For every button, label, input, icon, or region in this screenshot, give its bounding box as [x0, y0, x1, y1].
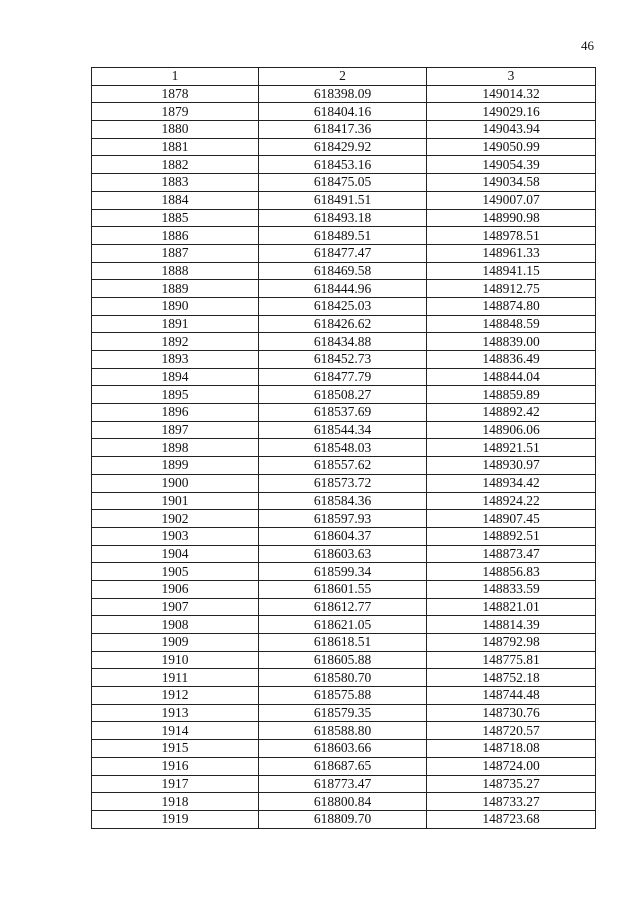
x-coordinate-cell: 618508.27	[259, 386, 427, 404]
point-number-cell: 1887	[92, 244, 259, 262]
y-coordinate-cell: 148873.47	[427, 545, 596, 563]
y-coordinate-cell: 148833.59	[427, 580, 596, 598]
point-number-cell: 1882	[92, 156, 259, 174]
table-row	[92, 740, 596, 758]
point-number-cell: 1890	[92, 297, 259, 315]
table-row	[92, 121, 596, 139]
page-number: 46	[581, 38, 594, 53]
x-coordinate-cell: 618469.58	[259, 262, 427, 280]
table-row	[92, 810, 596, 828]
point-number-cell: 1916	[92, 757, 259, 775]
x-coordinate-cell: 618426.62	[259, 315, 427, 333]
y-coordinate-cell: 149050.99	[427, 138, 596, 156]
y-coordinate-cell: 148874.80	[427, 297, 596, 315]
x-coordinate-cell: 618477.47	[259, 244, 427, 262]
point-number-cell: 1898	[92, 439, 259, 457]
y-coordinate-cell: 148912.75	[427, 280, 596, 298]
y-coordinate-cell: 148718.08	[427, 740, 596, 758]
table-row	[92, 510, 596, 528]
y-coordinate-cell: 148921.51	[427, 439, 596, 457]
table-row	[92, 174, 596, 192]
point-number-cell: 1903	[92, 527, 259, 545]
y-coordinate-cell: 148930.97	[427, 457, 596, 475]
table-row	[92, 227, 596, 245]
y-coordinate-cell: 148839.00	[427, 333, 596, 351]
point-number-cell: 1918	[92, 793, 259, 811]
y-coordinate-cell: 148733.27	[427, 793, 596, 811]
x-coordinate-cell: 618597.93	[259, 510, 427, 528]
x-coordinate-cell: 618453.16	[259, 156, 427, 174]
table-row	[92, 793, 596, 811]
point-number-cell: 1915	[92, 740, 259, 758]
y-coordinate-cell: 148752.18	[427, 669, 596, 687]
table-row	[92, 527, 596, 545]
x-coordinate-cell: 618475.05	[259, 174, 427, 192]
y-coordinate-cell: 148723.68	[427, 810, 596, 828]
point-number-cell: 1885	[92, 209, 259, 227]
x-coordinate-cell: 618477.79	[259, 368, 427, 386]
y-coordinate-cell: 148892.51	[427, 527, 596, 545]
x-coordinate-cell: 618491.51	[259, 191, 427, 209]
point-number-cell: 1884	[92, 191, 259, 209]
table-row	[92, 191, 596, 209]
point-number-cell: 1880	[92, 121, 259, 139]
x-coordinate-cell: 618584.36	[259, 492, 427, 510]
point-number-cell: 1888	[92, 262, 259, 280]
point-number-cell: 1889	[92, 280, 259, 298]
y-coordinate-cell: 148814.39	[427, 616, 596, 634]
x-coordinate-cell: 618612.77	[259, 598, 427, 616]
column-header-3: 3	[427, 68, 596, 86]
point-number-cell: 1893	[92, 351, 259, 369]
point-number-cell: 1879	[92, 103, 259, 121]
table-row	[92, 333, 596, 351]
point-number-cell: 1914	[92, 722, 259, 740]
x-coordinate-cell: 618573.72	[259, 474, 427, 492]
x-coordinate-cell: 618404.16	[259, 103, 427, 121]
y-coordinate-cell: 148907.45	[427, 510, 596, 528]
x-coordinate-cell: 618489.51	[259, 227, 427, 245]
point-number-cell: 1910	[92, 651, 259, 669]
x-coordinate-cell: 618800.84	[259, 793, 427, 811]
table-row	[92, 651, 596, 669]
point-number-cell: 1902	[92, 510, 259, 528]
table-row	[92, 580, 596, 598]
x-coordinate-cell: 618434.88	[259, 333, 427, 351]
table-row	[92, 315, 596, 333]
table-row	[92, 757, 596, 775]
x-coordinate-cell: 618621.05	[259, 616, 427, 634]
y-coordinate-cell: 148735.27	[427, 775, 596, 793]
table-body	[92, 85, 596, 828]
y-coordinate-cell: 148848.59	[427, 315, 596, 333]
table-row	[92, 103, 596, 121]
x-coordinate-cell: 618429.92	[259, 138, 427, 156]
table-row	[92, 669, 596, 687]
y-coordinate-cell: 148792.98	[427, 634, 596, 652]
x-coordinate-cell: 618599.34	[259, 563, 427, 581]
point-number-cell: 1917	[92, 775, 259, 793]
x-coordinate-cell: 618618.51	[259, 634, 427, 652]
point-number-cell: 1911	[92, 669, 259, 687]
y-coordinate-cell: 149029.16	[427, 103, 596, 121]
table-row	[92, 404, 596, 422]
y-coordinate-cell: 149043.94	[427, 121, 596, 139]
point-number-cell: 1886	[92, 227, 259, 245]
column-header-2: 2	[259, 68, 427, 86]
x-coordinate-cell: 618557.62	[259, 457, 427, 475]
y-coordinate-cell: 148906.06	[427, 421, 596, 439]
table-row	[92, 775, 596, 793]
point-number-cell: 1904	[92, 545, 259, 563]
y-coordinate-cell: 149034.58	[427, 174, 596, 192]
table-row	[92, 492, 596, 510]
y-coordinate-cell: 148844.04	[427, 368, 596, 386]
y-coordinate-cell: 148978.51	[427, 227, 596, 245]
point-number-cell: 1912	[92, 687, 259, 705]
x-coordinate-cell: 618603.66	[259, 740, 427, 758]
table-row	[92, 563, 596, 581]
table-row	[92, 262, 596, 280]
table-row	[92, 244, 596, 262]
point-number-cell: 1891	[92, 315, 259, 333]
x-coordinate-cell: 618604.37	[259, 527, 427, 545]
y-coordinate-cell: 149054.39	[427, 156, 596, 174]
y-coordinate-cell: 148859.89	[427, 386, 596, 404]
y-coordinate-cell: 148821.01	[427, 598, 596, 616]
x-coordinate-cell: 618687.65	[259, 757, 427, 775]
point-number-cell: 1913	[92, 704, 259, 722]
x-coordinate-cell: 618425.03	[259, 297, 427, 315]
x-coordinate-cell: 618588.80	[259, 722, 427, 740]
x-coordinate-cell: 618544.34	[259, 421, 427, 439]
table-row	[92, 280, 596, 298]
table-header-row	[92, 68, 596, 86]
point-number-cell: 1897	[92, 421, 259, 439]
table-row	[92, 704, 596, 722]
point-number-cell: 1919	[92, 810, 259, 828]
table-row	[92, 439, 596, 457]
table-row	[92, 421, 596, 439]
y-coordinate-cell: 148836.49	[427, 351, 596, 369]
x-coordinate-cell: 618444.96	[259, 280, 427, 298]
table-row	[92, 209, 596, 227]
y-coordinate-cell: 148924.22	[427, 492, 596, 510]
y-coordinate-cell: 149007.07	[427, 191, 596, 209]
y-coordinate-cell: 148730.76	[427, 704, 596, 722]
x-coordinate-cell: 618579.35	[259, 704, 427, 722]
table-row	[92, 457, 596, 475]
point-number-cell: 1881	[92, 138, 259, 156]
y-coordinate-cell: 148934.42	[427, 474, 596, 492]
table-row	[92, 85, 596, 103]
x-coordinate-cell: 618417.36	[259, 121, 427, 139]
table-row	[92, 616, 596, 634]
table-row	[92, 598, 596, 616]
table-row	[92, 545, 596, 563]
x-coordinate-cell: 618537.69	[259, 404, 427, 422]
point-number-cell: 1900	[92, 474, 259, 492]
coordinates-table	[91, 67, 596, 829]
x-coordinate-cell: 618548.03	[259, 439, 427, 457]
y-coordinate-cell: 148990.98	[427, 209, 596, 227]
column-header-1: 1	[92, 68, 259, 86]
table-row	[92, 386, 596, 404]
table-row	[92, 687, 596, 705]
x-coordinate-cell: 618452.73	[259, 351, 427, 369]
y-coordinate-cell: 148724.00	[427, 757, 596, 775]
point-number-cell: 1906	[92, 580, 259, 598]
x-coordinate-cell: 618773.47	[259, 775, 427, 793]
point-number-cell: 1899	[92, 457, 259, 475]
table-row	[92, 474, 596, 492]
table-row	[92, 156, 596, 174]
point-number-cell: 1901	[92, 492, 259, 510]
x-coordinate-cell: 618580.70	[259, 669, 427, 687]
x-coordinate-cell: 618601.55	[259, 580, 427, 598]
point-number-cell: 1892	[92, 333, 259, 351]
table-row	[92, 634, 596, 652]
x-coordinate-cell: 618398.09	[259, 85, 427, 103]
table-row	[92, 368, 596, 386]
y-coordinate-cell: 148892.42	[427, 404, 596, 422]
table-row	[92, 297, 596, 315]
y-coordinate-cell: 148744.48	[427, 687, 596, 705]
y-coordinate-cell: 148720.57	[427, 722, 596, 740]
y-coordinate-cell: 148856.83	[427, 563, 596, 581]
y-coordinate-cell: 148775.81	[427, 651, 596, 669]
table-row	[92, 351, 596, 369]
point-number-cell: 1909	[92, 634, 259, 652]
y-coordinate-cell: 149014.32	[427, 85, 596, 103]
point-number-cell: 1894	[92, 368, 259, 386]
y-coordinate-cell: 148961.33	[427, 244, 596, 262]
point-number-cell: 1895	[92, 386, 259, 404]
point-number-cell: 1878	[92, 85, 259, 103]
point-number-cell: 1896	[92, 404, 259, 422]
point-number-cell: 1883	[92, 174, 259, 192]
x-coordinate-cell: 618809.70	[259, 810, 427, 828]
y-coordinate-cell: 148941.15	[427, 262, 596, 280]
x-coordinate-cell: 618493.18	[259, 209, 427, 227]
x-coordinate-cell: 618603.63	[259, 545, 427, 563]
table-row	[92, 722, 596, 740]
x-coordinate-cell: 618575.88	[259, 687, 427, 705]
point-number-cell: 1908	[92, 616, 259, 634]
x-coordinate-cell: 618605.88	[259, 651, 427, 669]
table-row	[92, 138, 596, 156]
point-number-cell: 1907	[92, 598, 259, 616]
point-number-cell: 1905	[92, 563, 259, 581]
